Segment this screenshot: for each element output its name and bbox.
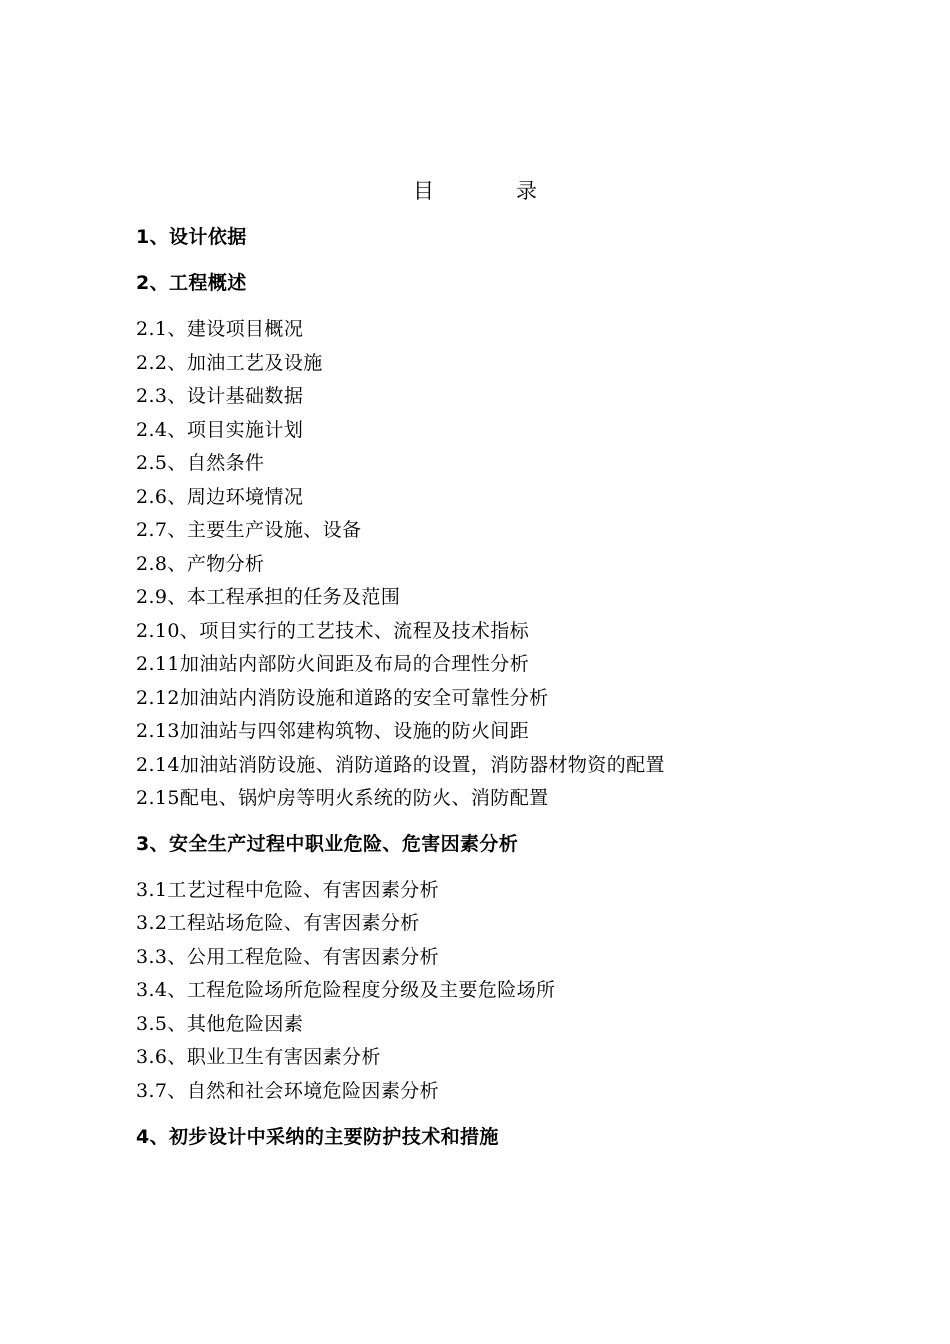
toc-subsection-item: 3.6、职业卫生有害因素分析 — [136, 1046, 381, 1068]
page-title — [0, 176, 950, 206]
toc-subsection-item: 2.13加油站与四邻建构筑物、设施的防火间距 — [136, 720, 530, 742]
toc-subsection-item: 3.4、工程危险场所危险程度分级及主要危险场所 — [136, 979, 556, 1001]
toc-subsection-item: 2.14加油站消防设施、消防道路的设置，消防器材物资的配置 — [136, 754, 665, 776]
toc-subsection-item: 2.4、项目实施计划 — [136, 419, 304, 441]
toc-section-heading: 1、设计依据 — [136, 226, 247, 248]
title-char-2: 录 — [516, 179, 537, 203]
toc-subsection-item: 3.2工程站场危险、有害因素分析 — [136, 912, 420, 934]
toc-subsection-item: 2.7、主要生产设施、设备 — [136, 519, 362, 541]
toc-section-heading: 3、安全生产过程中职业危险、危害因素分析 — [136, 833, 519, 855]
toc-subsection-item: 2.5、自然条件 — [136, 452, 265, 474]
toc-subsection-item: 2.1、建设项目概况 — [136, 318, 304, 340]
toc-subsection-item: 2.9、本工程承担的任务及范围 — [136, 586, 401, 608]
toc-section-heading: 2、工程概述 — [136, 272, 247, 294]
toc-subsection-item: 2.2、加油工艺及设施 — [136, 352, 323, 374]
toc-subsection-item: 2.10、项目实行的工艺技术、流程及技术指标 — [136, 620, 530, 642]
toc-subsection-item: 2.11加油站内部防火间距及布局的合理性分析 — [136, 653, 530, 675]
toc-subsection-item: 2.6、周边环境情况 — [136, 486, 304, 508]
toc-subsection-item: 3.1工艺过程中危险、有害因素分析 — [136, 879, 440, 901]
toc-subsection-item: 2.8、产物分析 — [136, 553, 265, 575]
toc-subsection-item: 2.12加油站内消防设施和道路的安全可靠性分析 — [136, 687, 549, 709]
toc-section-heading: 4、初步设计中采纳的主要防护技术和措施 — [136, 1126, 499, 1148]
toc-subsection-item: 3.5、其他危险因素 — [136, 1013, 304, 1035]
toc-subsection-item: 3.3、公用工程危险、有害因素分析 — [136, 946, 440, 968]
title-char-1: 目 — [413, 179, 434, 203]
toc-subsection-item: 3.7、自然和社会环境危险因素分析 — [136, 1080, 440, 1102]
toc-subsection-item: 2.3、设计基础数据 — [136, 385, 304, 407]
toc-subsection-item: 2.15配电、锅炉房等明火系统的防火、消防配置 — [136, 787, 549, 809]
